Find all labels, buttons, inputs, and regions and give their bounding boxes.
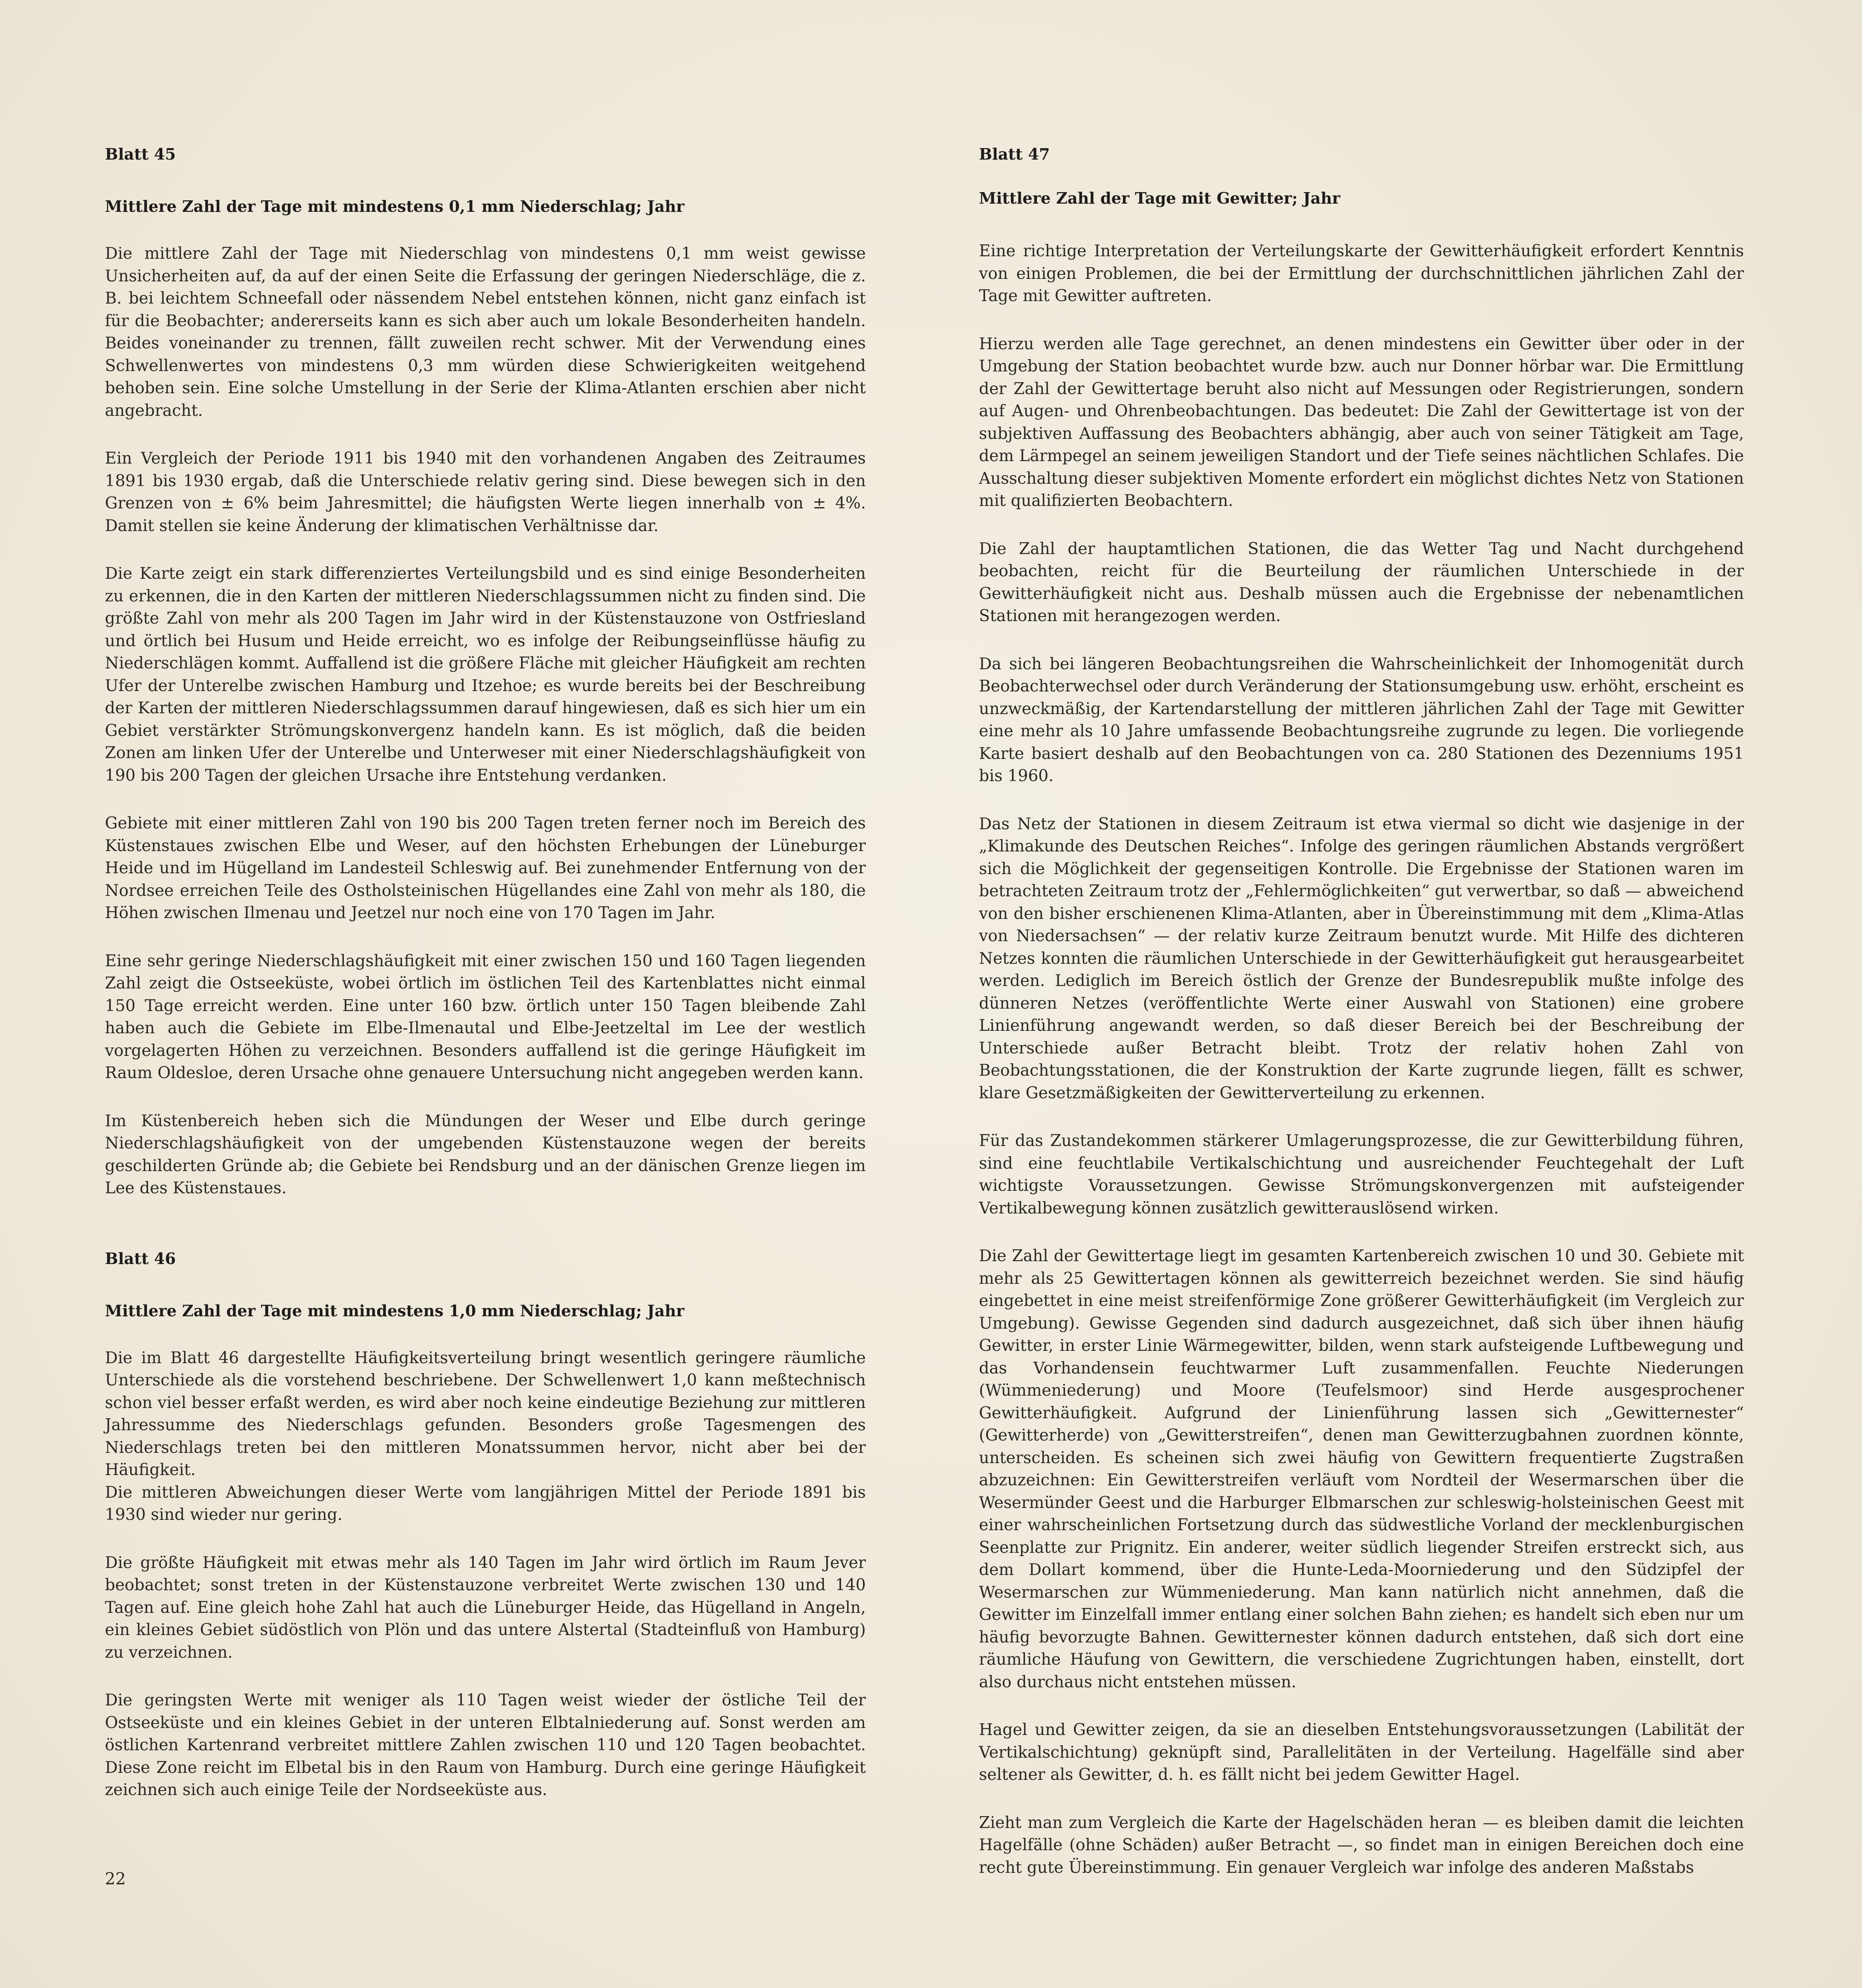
paragraph: Eine richtige Interpretation der Verteilungskarte der Gewitterhäufigkeit erfordert Kenntnis von einigen Problemen, die bei der Ermittlung der durchschnittlichen jährlichen Zahl der Tage mit Gewitter auftreten.	[979, 242, 1744, 305]
paragraph: Die größte Häufigkeit mit etwas mehr als 140 Tagen im Jahr wird örtlich im Raum Jever beobachtet; sonst treten in der Küstenstauzone verbreitet Werte zwischen 130 und 140 Tagen auf. Eine gleich hohe Zahl hat auch die Lüneburger Heide, das Hügelland in Angeln, ein kleines Gebiet südöstlich von Plön und das untere Alstertal (Stadteinfluß von Hamburg) zu verzeichnen.	[105, 1553, 866, 1662]
sheet-title-45: Mittlere Zahl der Tage mit mindestens 0,1 mm Niederschlag; Jahr	[105, 197, 684, 216]
paragraph: Die Zahl der hauptamtlichen Stationen, die das Wetter Tag und Nacht durchgehend beobachten, reicht für die Beurteilung der räumlichen Unterschiede in der Gewitterhäufigkeit nicht aus. Deshalb müssen auch die Ergebnisse der nebenamtlichen Stationen mit herangezogen werden.	[979, 539, 1744, 625]
section-blatt-47	[979, 145, 1744, 1879]
paragraph: Da sich bei längeren Beobachtungsreihen die Wahrscheinlichkeit der Inhomogenität durch Beobachterwechsel oder durch Veränderung der Stationsumgebung usw. erhöht, erscheint es unzweckmäßig, der Kartendarstellung der mittleren jährlichen Zahl der Tage mit Gewitter eine mehr als 10 Jahre umfassende Beobachtungsreihe zugrunde zu legen. Die vorliegende Karte basiert deshalb auf den Beobachtungen von ca. 280 Stationen des Dezenniums 1951 bis 1960.	[979, 654, 1744, 785]
sheet-label-45: Blatt 45	[105, 145, 176, 163]
sheet-label-47: Blatt 47	[979, 145, 1050, 163]
paragraph: Die mittlere Zahl der Tage mit Niederschlag von mindestens 0,1 mm weist gewisse Unsicherheiten auf, da auf der einen Seite die Erfassung der geringen Niederschläge, die z. B. bei leichtem Schneefall oder nässendem Nebel entstehen können, nicht ganz einfach ist für die Beobachter; andererseits kann es sich aber auch um lokale Besonderheiten handeln. Beides voneinander zu trennen, fällt zuweilen recht schwer. Mit der Verwendung eines Schwellenwertes von mindestens 0,3 mm würden diese Schwierigkeiten weitgehend behoben sein. Eine solche Umstellung in der Serie der Klima-Atlanten erschien aber nicht angebracht.	[105, 244, 866, 420]
paragraph: Das Netz der Stationen in diesem Zeitraum ist etwa viermal so dicht wie dasjenige in der „Klimakunde des Deutschen Reiches“. Infolge des geringen räumlichen Abstands vergrößert sich die Möglichkeit der gegenseitigen Kontrolle. Die Ergebnisse der Stationen waren im betrachteten Zeitraum trotz der „Fehlermöglichkeiten“ gut verwertbar, so daß — abweichend von den bisher erschienenen Klima-Atlanten, aber in Übereinstimmung mit dem „Klima-Atlas von Niedersachsen“ — der relativ kurze Zeitraum benutzt wurde. Mit Hilfe des dichteren Netzes konnten die räumlichen Unterschiede in der Gewitterhäufigkeit gut herausgearbeitet werden. Lediglich im Bereich östlich der Grenze der Bundesrepublik mußte infolge des dünneren Netzes (veröffentlichte Werte einer Auswahl von Stationen) eine grobere Linienführung angewandt werden, so daß dieser Bereich bei der Beschreibung der Unterschiede außer Betracht bleibt. Trotz der relativ hohen Zahl von Beobachtungsstationen, die der Konstruktion der Karte zugrunde liegen, fällt es schwer, klare Gesetzmäßigkeiten der Gewitterverteilung zu erkennen.	[979, 814, 1744, 1102]
paragraph: Eine sehr geringe Niederschlagshäufigkeit mit einer zwischen 150 und 160 Tagen liegenden Zahl zeigt die Ostseeküste, wobei örtlich im östlichen Teil des Kartenblattes nicht einmal 150 Tage erreicht werden. Eine unter 160 bzw. örtlich unter 150 Tagen bleibende Zahl haben auch die Gebiete im Elbe-Ilmenautal und Elbe-Jeetzeltal im Lee der westlich vorgelagerten Höhen zu verzeichnen. Besonders auffallend ist die geringe Häufigkeit im Raum Oldesloe, deren Ursache ohne genauere Untersuchung nicht angegeben werden kann.	[105, 951, 866, 1082]
paragraph: Zieht man zum Vergleich die Karte der Hagelschäden heran — es bleiben damit die leichten Hagelfälle (ohne Schäden) außer Betracht —, so findet man in einigen Bereichen doch eine recht gute Übereinstimmung. Ein genauer Vergleich war infolge des anderen Maßstabs	[979, 1813, 1744, 1877]
sheet-label-46: Blatt 46	[105, 1249, 176, 1268]
paragraph: Gebiete mit einer mittleren Zahl von 190 bis 200 Tagen treten ferner noch im Bereich des Küstenstaues zwischen Elbe und Weser, auf den höchsten Erhebungen der Lüneburger Heide und im Hügelland im Landesteil Schleswig auf. Bei zunehmender Entfernung von der Nordsee erreichen Teile des Ostholsteinischen Hügellandes eine Zahl von mehr als 180, die Höhen zwischen Ilmenau und Jeetzel nur noch eine von 170 Tagen im Jahr.	[105, 814, 866, 922]
paragraph: Die mittleren Abweichungen dieser Werte vom langjährigen Mittel der Periode 1891 bis 1930 sind wieder nur gering.	[105, 1483, 866, 1524]
section-blatt-45	[105, 145, 866, 1200]
paragraph: Ein Vergleich der Periode 1911 bis 1940 mit den vorhandenen Angaben des Zeitraumes 1891 bis 1930 ergab, daß die Unterschiede relativ gering sind. Diese bewegen sich in den Grenzen von ± 6% beim Jahresmittel; die häufigsten Werte liegen innerhalb von ± 4%. Damit stellen sie keine Änderung der klimatischen Verhältnisse dar.	[105, 449, 866, 535]
right-column	[979, 140, 1744, 1879]
sheet-title-47: Mittlere Zahl der Tage mit Gewitter; Jahr	[979, 189, 1340, 207]
paragraph: Die im Blatt 46 dargestellte Häufigkeitsverteilung bringt wesentlich geringere räumliche Unterschiede als die vorstehend beschriebene. Der Schwellenwert 1,0 kann meßtechnisch schon viel besser erfaßt werden, es wird aber noch keine eindeutige Beziehung zur mittleren Jahressumme des Niederschlags gefunden. Besonders große Tagesmengen des Niederschlags treten bei den mittleren Monatssummen hervor, nicht aber bei der Häufigkeit.	[105, 1348, 866, 1479]
paragraph: Hierzu werden alle Tage gerechnet, an denen mindestens ein Gewitter über oder in der Umgebung der Station beobachtet wurde bzw. auch nur Donner hörbar war. Die Ermittlung der Zahl der Gewittertage beruht also nicht auf Messungen oder Registrierungen, sondern auf Augen- und Ohrenbeobachtungen. Das bedeutet: Die Zahl der Gewittertage ist von der subjektiven Auffassung des Beobachters abhängig, aber auch von seiner Tätigkeit am Tage, dem Lärmpegel an seinem jeweiligen Standort und der Tiefe seines nächtlichen Schlafes. Die Ausschaltung dieser subjektiven Momente erfordert ein möglichst dichtes Netz von Stationen mit qualifizierten Beobachtern.	[979, 334, 1744, 510]
page-number: 22	[105, 1870, 126, 1888]
sheet-title-46: Mittlere Zahl der Tage mit mindestens 1,0 mm Niederschlag; Jahr	[105, 1301, 684, 1320]
paragraph: Die geringsten Werte mit weniger als 110 Tagen weist wieder der östliche Teil der Ostseeküste und ein kleines Gebiet in der unteren Elbtalniederung auf. Sonst werden am östlichen Kartenrand verbreitet mittlere Zahlen zwischen 110 und 120 Tagen beobachtet. Diese Zone reicht im Elbetal bis in den Raum von Hamburg. Durch eine geringe Häufigkeit zeichnen sich auch einige Teile der Nordseeküste aus.	[105, 1691, 866, 1799]
paragraph: Die Karte zeigt ein stark differenziertes Verteilungsbild und es sind einige Besonderheiten zu erkennen, die in den Karten der mittleren Niederschlagssummen nicht zu finden sind. Die größte Zahl von mehr als 200 Tagen im Jahr wird in der Küstenstauzone von Ostfriesland und örtlich bei Husum und Heide erreicht, wo es infolge der Reibungseinflüsse häufig zu Niederschlägen kommt. Auffallend ist die größere Fläche mit gleicher Häufigkeit am rechten Ufer der Unterelbe zwischen Hamburg und Itzehoe; es wurde bereits bei der Beschreibung der Karten der mittleren Niederschlagssummen darauf hingewiesen, daß es sich hier um ein Gebiet verstärkter Strömungskonvergenz handeln kann. Es ist möglich, daß die beiden Zonen am linken Ufer der Unterelbe und Unterweser mit einer Niederschlagshäufigkeit von 190 bis 200 Tagen der gleichen Ursache ihre Entstehung verdanken.	[105, 564, 866, 785]
left-column	[105, 140, 866, 1802]
paragraph: Hagel und Gewitter zeigen, da sie an dieselben Entstehungsvoraussetzungen (Labilität der Vertikalschichtung) geknüpft sind, Parallelitäten in der Verteilung. Hagelfälle sind aber seltener als Gewitter, d. h. es fällt nicht bei jedem Gewitter Hagel.	[979, 1721, 1744, 1784]
paragraph: Im Küstenbereich heben sich die Mündungen der Weser und Elbe durch geringe Niederschlagshäufigkeit von der umgebenden Küstenstauzone wegen der bereits geschilderten Gründe ab; die Gebiete bei Rendsburg und an der dänischen Grenze liegen im Lee des Küstenstaues.	[105, 1111, 866, 1197]
paragraph: Die Zahl der Gewittertage liegt im gesamten Kartenbereich zwischen 10 und 30. Gebiete mit mehr als 25 Gewittertagen können als gewitterreich bezeichnet werden. Sie sind häufig eingebettet in eine meist streifenförmige Zone größerer Gewitterhäufigkeit (im Vergleich zur Umgebung). Gewisse Gegenden sind dadurch ausgezeichnet, daß sich über ihnen häufig Gewitter, in erster Linie Wärmegewitter, bilden, wenn stark aufsteigende Luftbewegung und das Vorhandensein feuchtwarmer Luft zusammenfallen. Feuchte Niederungen (Wümmeniederung) und Moore (Teufelsmoor) sind Herde ausgesprochener Gewitterhäufigkeit. Aufgrund der Linienführung lassen sich „Gewitternester“ (Gewitterherde) von „Gewitterstreifen“, denen man Gewitterzugbahnen zuordnen könnte, unterscheiden. Es scheinen sich zwei häufig von Gewittern frequentierte Zugstraßen abzuzeichnen: Ein Gewitterstreifen verläuft vom Nordteil der Wesermarschen über die Wesermünder Geest und die Harburger Elbmarschen zur schleswig-holsteinischen Geest mit einer wahrscheinlichen Fortsetzung durch das südwestliche Vorland der mecklenburgischen Seenplatte zur Prignitz. Ein anderer, weiter südlich liegender Streifen erstreckt sich, aus dem Dollart kommend, über die Hunte-Leda-Moorniederung und den Südzipfel der Wesermarschen zur Wümmeniederung. Man kann natürlich nicht annehmen, daß die Gewitter im Einzelfall immer entlang einer solchen Bahn ziehen; es handelt sich eben nur um häufig bevorzugte Bahnen. Gewitternester können dadurch entstehen, daß sich dort eine räumliche Häufung von Gewittern, die verschiedene Zugrichtungen haben, einstellt, dort also durchaus nicht entstehen müssen.	[979, 1247, 1744, 1691]
paragraph: Für das Zustandekommen stärkerer Umlagerungsprozesse, die zur Gewitterbildung führen, sind eine feuchtlabile Vertikalschichtung und ausreichender Feuchtegehalt der Luft wichtigste Voraussetzungen. Gewisse Strömungskonvergenzen mit aufsteigender Vertikalbewegung können zusätzlich gewitterauslösend wirken.	[979, 1132, 1744, 1218]
section-blatt-46	[105, 1249, 866, 1802]
